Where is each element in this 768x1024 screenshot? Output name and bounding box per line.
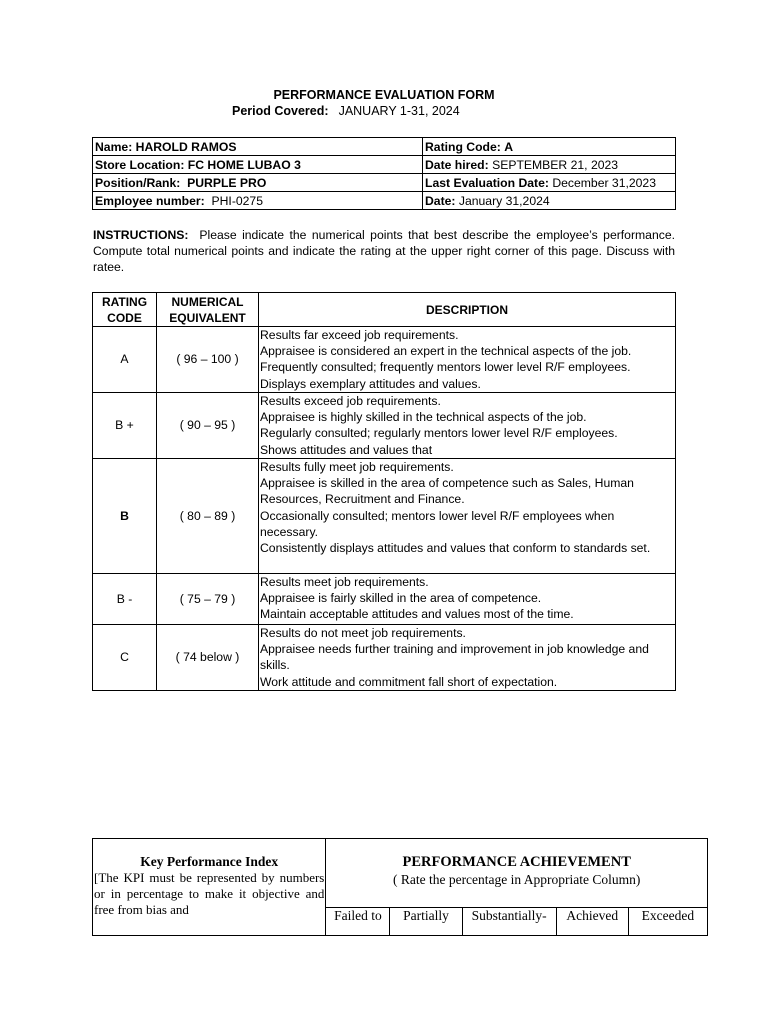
table-row (93, 174, 676, 192)
column-achieved: Achieved (556, 908, 628, 936)
rating-code-cell: Rating Code: A (423, 138, 676, 156)
instructions-text: Please indicate the numerical points that best describe the employee’s performance. Compute total numerical points and indicate the rating at the upper right corner of this page. Discuss with ratee. (93, 228, 675, 274)
kpi-heading: Key Performance Index (140, 854, 279, 869)
table-row (93, 393, 676, 459)
description-header: DESCRIPTION (259, 293, 676, 327)
kpi-cell (93, 839, 326, 936)
rating-description: Results do not meet job requirements. Appraisee needs further training and improvement in job knowledge and skills. Work attitude and commitment fall short of expectation. (259, 625, 676, 691)
store-location-cell: Store Location: FC HOME LUBAO 3 (93, 156, 423, 174)
employee-number-cell: Employee number: PHI-0275 (93, 192, 423, 210)
table-row (93, 459, 676, 574)
period-covered (232, 104, 460, 118)
numerical-equivalent-header: NUMERICAL EQUIVALENT (157, 293, 259, 327)
table-row (93, 327, 676, 393)
rating-code: B + (93, 393, 157, 459)
rating-code-header: RATING CODE (93, 293, 157, 327)
table-row (93, 192, 676, 210)
numerical-range: ( 75 – 79 ) (157, 574, 259, 625)
rating-description: Results meet job requirements. Appraisee is fairly skilled in the area of competence. Maintain acceptable attitudes and values most of the time. (259, 574, 676, 625)
table-row (93, 138, 676, 156)
instructions-label: INSTRUCTIONS: (93, 228, 189, 242)
rating-code: B - (93, 574, 157, 625)
employee-info-table (92, 137, 676, 210)
rating-code: A (93, 327, 157, 393)
column-substantially: Substantially- (462, 908, 556, 936)
achievement-subtitle: ( Rate the percentage in Appropriate Column) (392, 872, 641, 887)
name-cell: Name: HAROLD RAMOS (93, 138, 423, 156)
table-row (93, 574, 676, 625)
table-header-row (93, 293, 676, 327)
kpi-table (92, 838, 708, 936)
rating-description: Results fully meet job requirements. Appraisee is skilled in the area of competence such as Sales, Human Resources, Recruitment and Finance. Occasionally consulted; mentors lower level R/F employees when necessary. Consistently displays attitudes and values that conform to standards set. (259, 459, 676, 574)
numerical-range: ( 96 – 100 ) (157, 327, 259, 393)
form-title: PERFORMANCE EVALUATION FORM (273, 88, 495, 102)
kpi-note: [The KPI must be represented by numbers or in percentage to make it objective and free from bias and (94, 870, 325, 917)
period-value: JANUARY 1-31, 2024 (338, 104, 460, 118)
period-label: Period Covered: (232, 104, 329, 118)
date-hired-cell: Date hired: SEPTEMBER 21, 2023 (423, 156, 676, 174)
instructions (93, 227, 675, 275)
column-exceeded: Exceeded (628, 908, 707, 936)
table-row (93, 156, 676, 174)
numerical-range: ( 74 below ) (157, 625, 259, 691)
column-partially: Partially (390, 908, 462, 936)
column-failed: Failed to (326, 908, 390, 936)
position-cell: Position/Rank: PURPLE PRO (93, 174, 423, 192)
rating-code: B (93, 459, 157, 574)
numerical-range: ( 90 – 95 ) (157, 393, 259, 459)
rating-code: C (93, 625, 157, 691)
rating-description: Results exceed job requirements. Appraisee is highly skilled in the technical aspects of the job. Regularly consulted; regularly mentors lower level R/F employees. Shows attitudes and values that (259, 393, 676, 459)
table-row (93, 839, 708, 908)
rating-description: Results far exceed job requirements. Appraisee is considered an expert in the technical aspects of the job. Frequently consulted; frequently mentors lower level R/F employees. Displays exemplary attitudes and values. (259, 327, 676, 393)
rating-scale-table (92, 292, 676, 691)
date-cell: Date: January 31,2024 (423, 192, 676, 210)
last-evaluation-cell: Last Evaluation Date: December 31,2023 (423, 174, 676, 192)
numerical-range: ( 80 – 89 ) (157, 459, 259, 574)
achievement-title: PERFORMANCE ACHIEVEMENT (402, 854, 631, 870)
achievement-header (326, 839, 708, 908)
table-row (93, 625, 676, 691)
